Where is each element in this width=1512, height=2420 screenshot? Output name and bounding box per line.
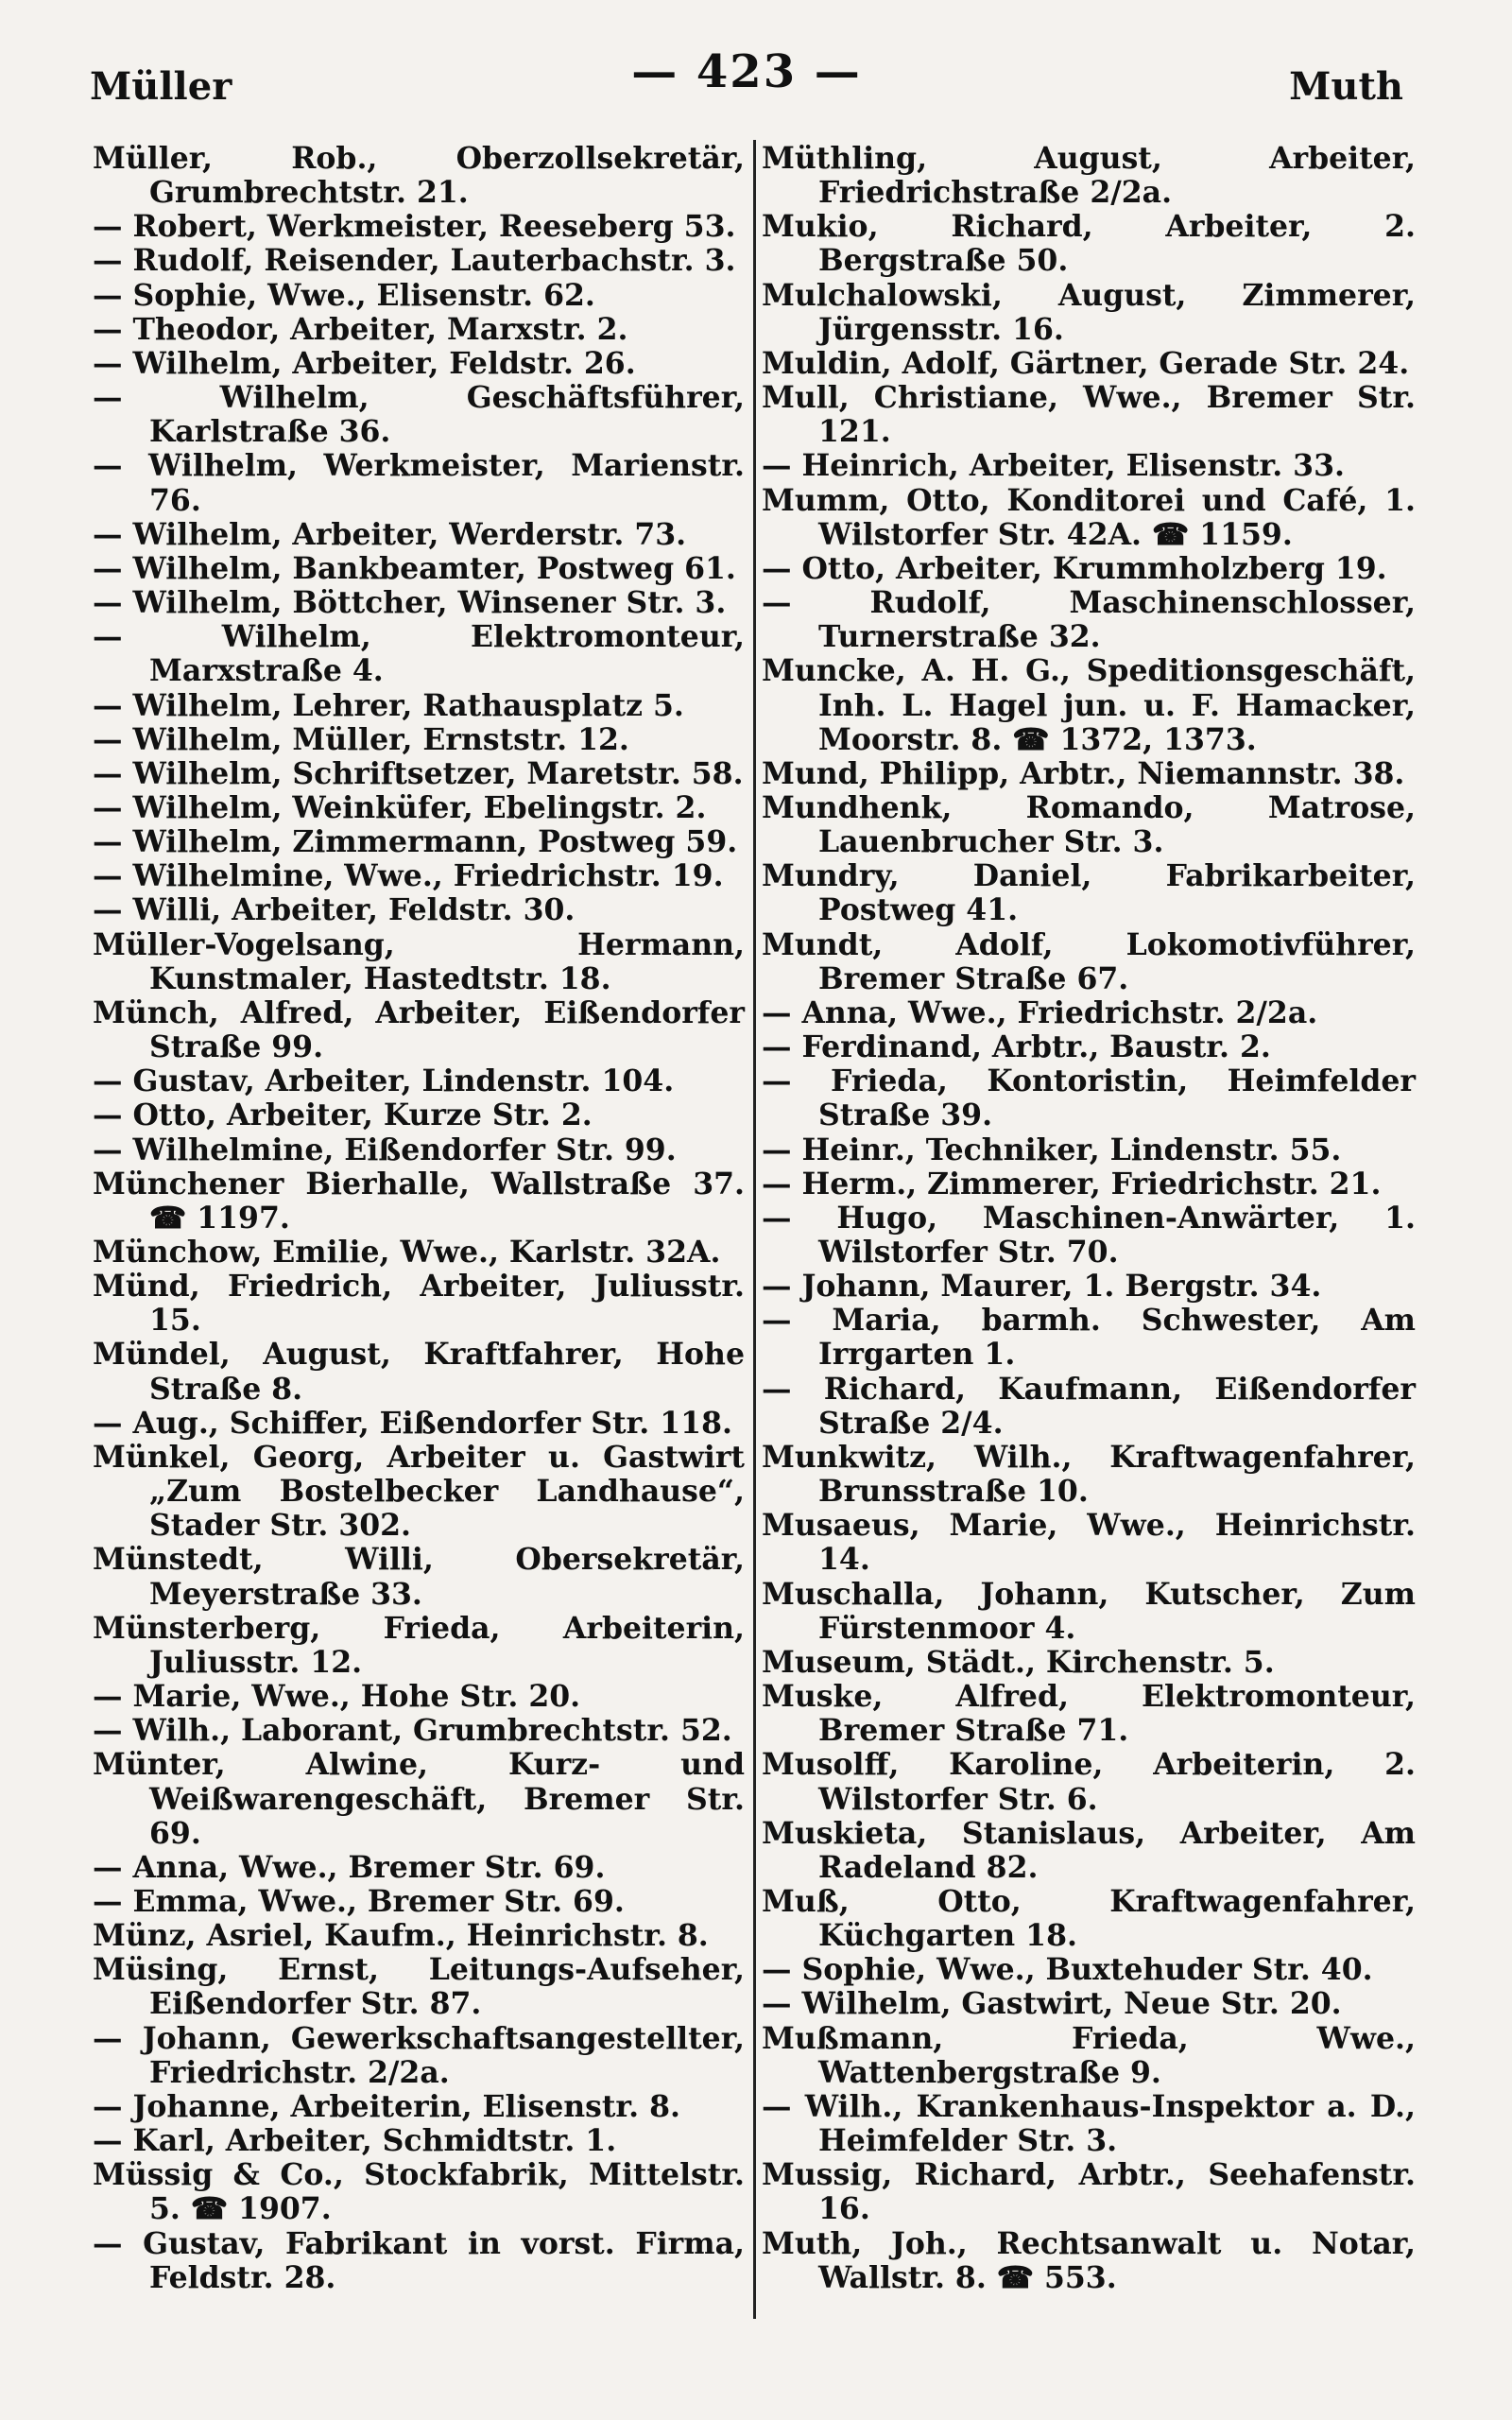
page-number: — 423 — [631, 45, 862, 98]
right-column [762, 142, 1416, 2295]
directory-entry: — Anna, Wwe., Friedrichstr. 2/2a. [762, 994, 1318, 1030]
directory-entry: — Gustav, Arbeiter, Lindenstr. 104. [93, 1063, 675, 1099]
header-last-name: Muth [1289, 64, 1403, 109]
directory-entry: Münsterberg, Frieda, Arbeiterin, Juliusstr. 12. [93, 1610, 745, 1680]
directory-entry: Mußmann, Frieda, Wwe., Wattenbergstraße 9. [762, 2020, 1416, 2090]
directory-entry: — Wilhelm, Arbeiter, Feldstr. 26. [93, 345, 636, 381]
directory-entry: — Herm., Zimmerer, Friedrichstr. 21. [762, 1166, 1382, 1201]
directory-entry: — Wilhelm, Böttcher, Winsener Str. 3. [93, 585, 727, 621]
directory-entry: Mund, Philipp, Arbtr., Niemannstr. 38. [762, 755, 1405, 791]
directory-entry: Münz, Asriel, Kaufm., Heinrichstr. 8. [93, 1918, 709, 1954]
directory-entry: Museum, Städt., Kirchenstr. 5. [762, 1644, 1275, 1680]
directory-entry: — Robert, Werkmeister, Reeseberg 53. [93, 209, 736, 245]
directory-entry: Müller-Vogelsang, Hermann, Kunstmaler, Hastedtstr. 18. [93, 926, 745, 996]
directory-entry: Müthling, August, Arbeiter, Friedrichstraße 2/2a. [762, 141, 1416, 211]
directory-entry: Mulchalowski, August, Zimmerer, Jürgensstr. 16. [762, 277, 1416, 347]
directory-entry: — Otto, Arbeiter, Kurze Str. 2. [93, 1098, 593, 1133]
directory-entry: Mundry, Daniel, Fabrikarbeiter, Postweg 41. [762, 858, 1416, 928]
page-header [90, 38, 1403, 123]
directory-entry: Mussig, Richard, Arbtr., Seehafenstr. 16. [762, 2157, 1416, 2227]
directory-entry: Mundt, Adolf, Lokomotivführer, Bremer Straße 67. [762, 926, 1416, 996]
directory-entry: Müsing, Ernst, Leitungs-Aufseher, Eißendorfer Str. 87. [93, 1952, 745, 2022]
directory-entry: Musaeus, Marie, Wwe., Heinrichstr. 14. [762, 1508, 1416, 1578]
directory-entry: — Karl, Arbeiter, Schmidtstr. 1. [93, 2123, 617, 2159]
directory-entry: — Johann, Gewerkschaftsangestellter, Friedrichstr. 2/2a. [93, 2020, 745, 2090]
directory-entry: — Wilhelm, Elektromonteur, Marxstraße 4. [93, 619, 745, 689]
directory-entry: — Wilh., Krankenhaus-Inspektor a. D., Heimfelder Str. 3. [762, 2088, 1416, 2159]
directory-entry: Musolff, Karoline, Arbeiterin, 2. Wilstorfer Str. 6. [762, 1747, 1416, 1817]
directory-entry: Münd, Friedrich, Arbeiter, Juliusstr. 15. [93, 1269, 745, 1339]
directory-entry: — Wilhelm, Bankbeamter, Postweg 61. [93, 550, 736, 586]
directory-entry: Müller, Rob., Oberzollsekretär, Grumbrechtstr. 21. [93, 141, 745, 211]
directory-entry: Münch, Alfred, Arbeiter, Eißendorfer Straße 99. [93, 994, 745, 1065]
directory-entry: — Wilhelm, Werkmeister, Marienstr. 76. [93, 448, 745, 518]
directory-entry: — Anna, Wwe., Bremer Str. 69. [93, 1849, 606, 1885]
directory-entry: — Wilhelm, Arbeiter, Werderstr. 73. [93, 516, 687, 552]
directory-entry: — Frieda, Kontoristin, Heimfelder Straße 39. [762, 1063, 1416, 1133]
left-column [93, 142, 745, 2295]
directory-entry: — Richard, Kaufmann, Eißendorfer Straße 2/4. [762, 1371, 1416, 1441]
directory-entry: Munkwitz, Wilh., Kraftwagenfahrer, Brunsstraße 10. [762, 1439, 1416, 1510]
directory-entry: — Wilhelm, Geschäftsführer, Karlstraße 36. [93, 380, 745, 450]
directory-entry: — Johann, Maurer, 1. Bergstr. 34. [762, 1269, 1322, 1305]
directory-entry: Münchow, Emilie, Wwe., Karlstr. 32A. [93, 1235, 721, 1270]
directory-entry: Mumm, Otto, Konditorei und Café, 1. Wilstorfer Str. 42A. ☎ 1159. [762, 482, 1416, 552]
directory-entry: Muske, Alfred, Elektromonteur, Bremer Straße 71. [762, 1679, 1416, 1749]
directory-entry: Münstedt, Willi, Obersekretär, Meyerstraße 33. [93, 1542, 745, 1612]
directory-entry: — Maria, barmh. Schwester, Am Irrgarten 1. [762, 1303, 1416, 1373]
directory-entry: Mündel, August, Kraftfahrer, Hohe Straße 8. [93, 1337, 745, 1407]
directory-entry: — Aug., Schiffer, Eißendorfer Str. 118. [93, 1405, 732, 1441]
directory-entry: — Gustav, Fabrikant in vorst. Firma, Feldstr. 28. [93, 2225, 745, 2295]
directory-entry: — Rudolf, Reisender, Lauterbachstr. 3. [93, 243, 736, 279]
directory-entry: — Wilhelm, Schriftsetzer, Maretstr. 58. [93, 755, 744, 791]
directory-entry: — Marie, Wwe., Hohe Str. 20. [93, 1679, 581, 1715]
directory-entry: Mull, Christiane, Wwe., Bremer Str. 121. [762, 380, 1416, 450]
directory-entry: — Otto, Arbeiter, Krummholzberg 19. [762, 550, 1387, 586]
directory-entry: — Sophie, Wwe., Buxtehuder Str. 40. [762, 1952, 1373, 1988]
directory-entry: Muß, Otto, Kraftwagenfahrer, Küchgarten 18. [762, 1883, 1416, 1954]
directory-entry: Mundhenk, Romando, Matrose, Lauenbrucher Str. 3. [762, 789, 1416, 860]
directory-entry: — Wilhelm, Zimmermann, Postweg 59. [93, 824, 738, 860]
directory-entry: Muth, Joh., Rechtsanwalt u. Notar, Wallstr. 8. ☎ 553. [762, 2225, 1416, 2295]
directory-entry: Müssig & Co., Stockfabrik, Mittelstr. 5. ☎ 1907. [93, 2157, 745, 2227]
directory-entry: — Wilhelmine, Eißendorfer Str. 99. [93, 1132, 677, 1167]
directory-entry: Münkel, Georg, Arbeiter u. Gastwirt „Zum Bostelbecker Landhause“, Stader Str. 302. [93, 1439, 745, 1544]
directory-entry: Münchener Bierhalle, Wallstraße 37. ☎ 1197. [93, 1166, 745, 1236]
directory-entry: Muncke, A. H. G., Speditionsgeschäft, Inh. L. Hagel jun. u. F. Hamacker, Moorstr. 8. ☎ 1372, 1373. [762, 653, 1416, 757]
directory-entry: — Wilhelm, Lehrer, Rathausplatz 5. [93, 687, 684, 723]
directory-entry: — Emma, Wwe., Bremer Str. 69. [93, 1883, 625, 1919]
directory-entry: — Sophie, Wwe., Elisenstr. 62. [93, 277, 595, 313]
directory-entry: Mukio, Richard, Arbeiter, 2. Bergstraße 50. [762, 209, 1416, 279]
directory-entry: — Wilhelm, Müller, Ernststr. 12. [93, 721, 629, 757]
directory-entry: — Wilh., Laborant, Grumbrechtstr. 52. [93, 1713, 732, 1749]
directory-entry: — Wilhelmine, Wwe., Friedrichstr. 19. [93, 858, 724, 894]
directory-entry: — Ferdinand, Arbtr., Baustr. 2. [762, 1029, 1271, 1065]
directory-entry: Muldin, Adolf, Gärtner, Gerade Str. 24. [762, 345, 1410, 381]
header-first-name: Müller [90, 64, 232, 109]
directory-entry: — Theodor, Arbeiter, Marxstr. 2. [93, 311, 628, 347]
directory-entry: Muskieta, Stanislaus, Arbeiter, Am Radeland 82. [762, 1815, 1416, 1885]
directory-entry: — Heinr., Techniker, Lindenstr. 55. [762, 1132, 1342, 1167]
directory-entry: Muschalla, Johann, Kutscher, Zum Fürstenmoor 4. [762, 1576, 1416, 1646]
directory-entry: — Rudolf, Maschinenschlosser, Turnerstraße 32. [762, 585, 1416, 655]
column-divider [753, 140, 756, 2319]
directory-entry: — Wilhelm, Weinküfer, Ebelingstr. 2. [93, 789, 707, 825]
directory-entry: — Hugo, Maschinen-Anwärter, 1. Wilstorfer Str. 70. [762, 1200, 1416, 1270]
directory-entry: — Willi, Arbeiter, Feldstr. 30. [93, 892, 576, 928]
directory-entry: — Johanne, Arbeiterin, Elisenstr. 8. [93, 2088, 680, 2124]
directory-entry: — Heinrich, Arbeiter, Elisenstr. 33. [762, 448, 1345, 484]
directory-entry: — Wilhelm, Gastwirt, Neue Str. 20. [762, 1986, 1342, 2022]
directory-entry: Münter, Alwine, Kurz- und Weißwarengeschäft, Bremer Str. 69. [93, 1747, 745, 1851]
